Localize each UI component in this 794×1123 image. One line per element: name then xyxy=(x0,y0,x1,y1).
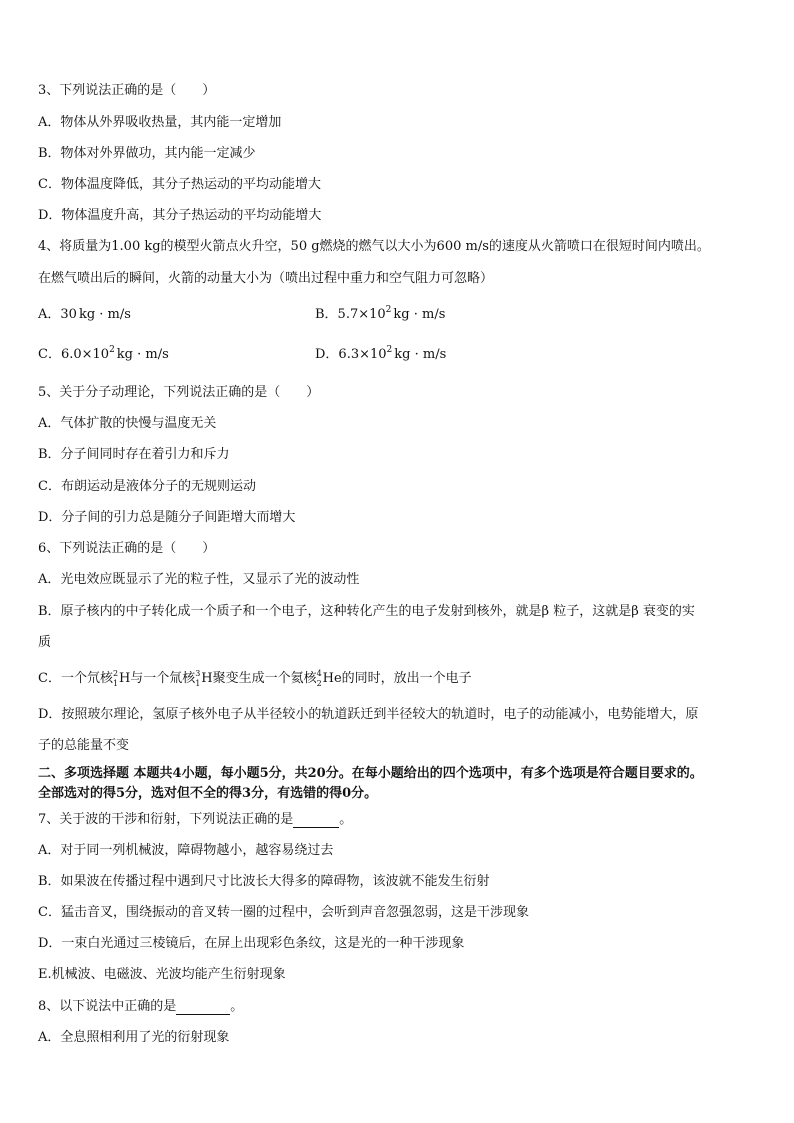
q4-stem-line2: 在燃气喷出后的瞬间，火箭的动量大小为（喷出过程中重力和空气阻力可忽略） xyxy=(38,271,494,286)
section2-instructions-line2: 全部选对的得5分，选对但不全的得3分，有选错的得0分。 xyxy=(38,786,378,801)
q3-stem: 3、下列说法正确的是（ ） xyxy=(38,83,216,98)
q3-option-d: D．物体温度升高，其分子热运动的平均动能增大 xyxy=(38,208,322,223)
answer-blank xyxy=(176,1002,230,1015)
q7-option-b: B．如果波在传播过程中遇到尺寸比波长大得多的障碍物，该波就不能发生衍射 xyxy=(38,874,490,889)
q4-option-b: B．$5.7\times 10^2$ kg · m/s xyxy=(315,305,446,322)
q6-option-c: C．一个氘核 2 1 H与一个氚核 3 1 H聚变生成一个氦核 4 2 He的同时，放出一个电子 xyxy=(38,669,472,688)
q5-option-d: D．分子间的引力总是随分子间距增大而增大 xyxy=(38,510,296,525)
q5-stem: 5、关于分子动理论，下列说法正确的是（ ） xyxy=(38,385,320,400)
q6-option-a: A．光电效应既显示了光的粒子性，又显示了光的波动性 xyxy=(38,572,360,587)
q6-option-b-line2: 质 xyxy=(38,635,52,650)
section2-instructions-line1: 二、多项选择题 本题共4小题，每小题5分，共20分。在每小题给出的四个选项中，有多个选项是符合题目要求的。 xyxy=(38,766,703,781)
nuclide-helium: 4 2 xyxy=(316,669,322,688)
q4-stem-line1: 4、将质量为1.00 kg的模型火箭点火升空，50 g燃烧的燃气以大小为600 m/s的速度从火箭喷口在很短时间内喷出。 xyxy=(38,239,710,254)
q3-option-b: B．物体对外界做功，其内能一定减少 xyxy=(38,146,256,161)
nuclide-tritium: 3 1 xyxy=(195,669,201,688)
q7-option-a: A．对于同一列机械波，障碍物越小，越容易绕过去 xyxy=(38,843,334,858)
q4-option-a: A．30 kg · m/s xyxy=(38,307,131,322)
q6-stem: 6、下列说法正确的是（ ） xyxy=(38,541,216,556)
q7-option-c: C．猛击音叉，围绕振动的音叉转一圈的过程中，会听到声音忽强忽弱，这是干涉现象 xyxy=(38,905,529,920)
q7-stem: 7、关于波的干涉和衍射，下列说法正确的是 。 xyxy=(38,812,353,827)
q8-option-a: A．全息照相利用了光的衍射现象 xyxy=(38,1030,230,1045)
q5-option-b: B．分子间同时存在着引力和斥力 xyxy=(38,447,230,462)
q4-option-d: D．$6.3\times 10^2$ kg · m/s xyxy=(315,345,447,362)
q7-option-e: E.机械波、电磁波、光波均能产生衍射现象 xyxy=(38,967,286,982)
q6-option-d-line2: 子的总能量不变 xyxy=(38,738,130,753)
q5-option-a: A．气体扩散的快慢与温度无关 xyxy=(38,416,217,431)
q5-option-c: C．布朗运动是液体分子的无规则运动 xyxy=(38,479,256,494)
q4-option-c: C．$6.0\times 10^2$ kg · m/s xyxy=(38,345,169,362)
nuclide-deuterium: 2 1 xyxy=(112,669,119,688)
answer-blank xyxy=(293,815,339,828)
q7-option-d: D．一束白光通过三棱镜后，在屏上出现彩色条纹，这是光的一种干涉现象 xyxy=(38,936,465,951)
q8-stem: 8、以下说法中正确的是 。 xyxy=(38,999,244,1014)
q3-option-c: C．物体温度降低，其分子热运动的平均动能增大 xyxy=(38,177,321,192)
q3-option-a: A．物体从外界吸收热量，其内能一定增加 xyxy=(38,115,282,130)
q6-option-d-line1: D．按照玻尔理论，氢原子核外电子从半径较小的轨道跃迁到半径较大的轨道时，电子的动能减小，电势能增大，原 xyxy=(38,707,699,722)
q6-option-b-line1: B．原子核内的中子转化成一个质子和一个电子，这种转化产生的电子发射到核外，就是β 粒子，这就是β 衰变的实 xyxy=(38,604,695,619)
